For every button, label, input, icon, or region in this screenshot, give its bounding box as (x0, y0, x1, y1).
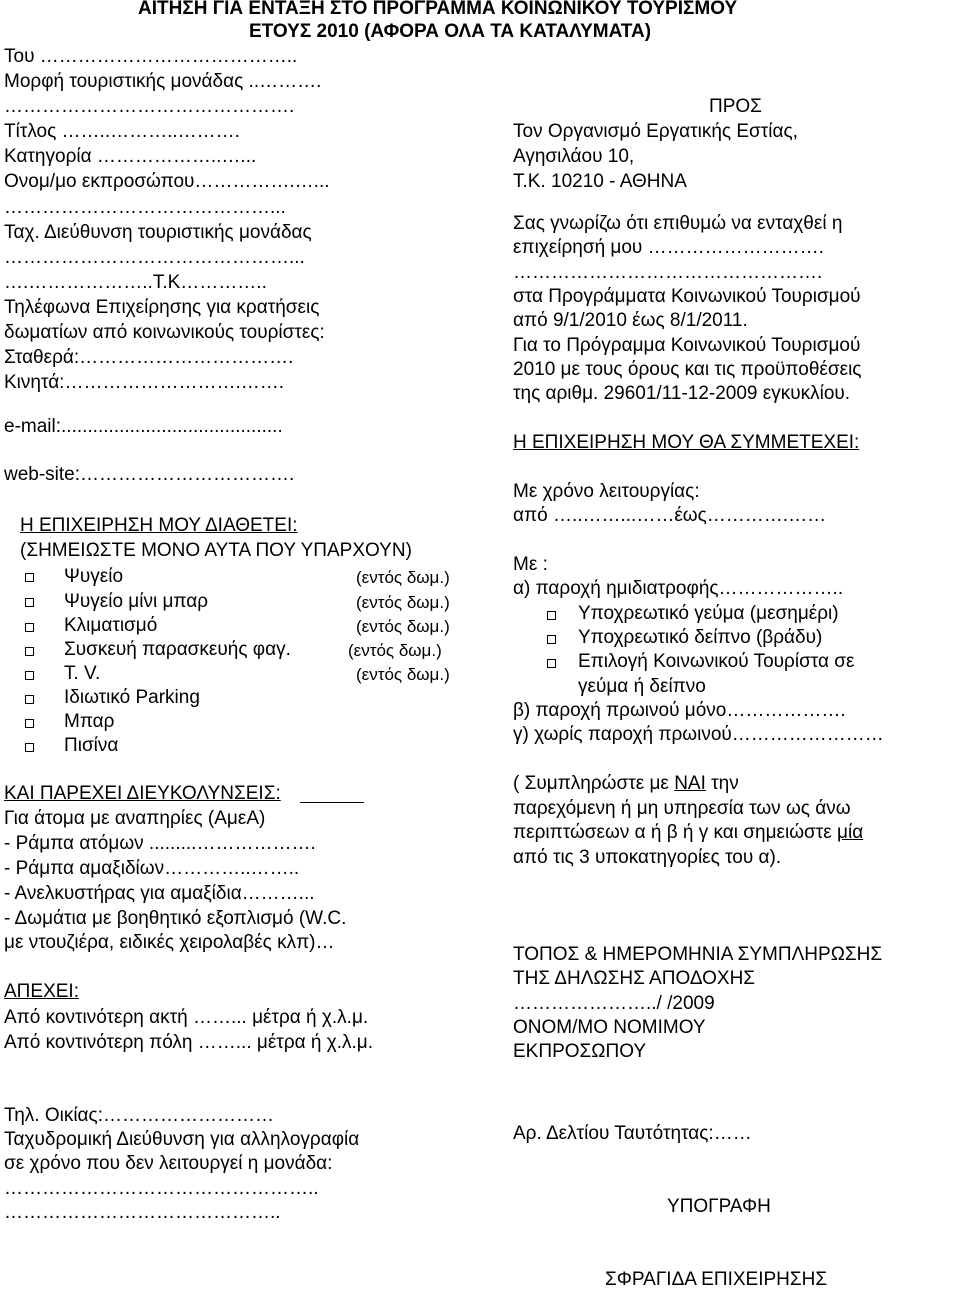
field-unit-type-cont[interactable]: ………………………………………. (4, 96, 295, 117)
amenity-bar-label: Μπαρ (64, 711, 115, 732)
field-mailing-address[interactable]: ………………………………………….. (4, 1178, 319, 1199)
checkbox-choice[interactable] (547, 659, 556, 668)
intro-business-field[interactable]: επιχείρησή μου ………………………. (513, 237, 824, 258)
date-place-label-cont: ΤΗΣ ΔΗΛΩΣΗΣ ΑΠΟΔΟΧΗΣ (513, 968, 756, 989)
checkbox-parking[interactable] (25, 695, 34, 704)
checkbox-minibar[interactable] (25, 598, 34, 607)
facility-rooms[interactable]: - Δωμάτια με βοηθητικό εξοπλισμό (W.C. (4, 908, 347, 929)
legal-rep-label-cont: ΕΚΠΡΟΣΩΠΟΥ (513, 1041, 647, 1062)
distance-beach[interactable]: Από κοντινότερη ακτή ……... μέτρα ή χ.λ.μ. (4, 1007, 369, 1028)
field-website[interactable]: web-site:……………………………. (4, 464, 295, 485)
amenity-aircon-label: Κλιματισμό (64, 615, 158, 636)
breakfast-only-field[interactable]: β) παροχή πρωινού μόνο………………. (513, 700, 846, 721)
field-email[interactable]: e-mail:.......................................... (4, 416, 283, 437)
amenity-tv-label: T. V. (64, 663, 101, 684)
checkbox-bar[interactable] (25, 719, 34, 728)
distance-title: ΑΠΕΧΕΙ: (4, 981, 79, 1002)
recipient-street: Αγησιλάου 10, (513, 146, 635, 167)
amenity-minibar-label: Ψυγείο μίνι μπαρ (64, 591, 209, 612)
field-title[interactable]: Τίτλος ……..………..………. (4, 121, 240, 142)
field-category[interactable]: Κατηγορία ………………..…... (4, 146, 257, 167)
checkbox-pool[interactable] (25, 743, 34, 752)
meal-choice-label: Επιλογή Κοινωνικού Τουρίστα σε (578, 651, 855, 672)
operation-period-field[interactable]: από …..……...……έως………….…… (513, 505, 827, 526)
facilities-title-underline-ext (300, 802, 364, 803)
recipient-to: ΠΡΟΣ (709, 96, 762, 117)
facilities-disabled: Για άτομα με αναπηρίες (ΑμεΑ) (4, 808, 266, 829)
amenity-pool-label: Πισίνα (64, 735, 119, 756)
amenity-fridge-note: (εντός δωμ.) (356, 568, 450, 587)
intro-line-6: Για το Πρόγραμμα Κοινωνικού Τουρισμού (513, 335, 861, 356)
operation-label: Με χρόνο λειτουργίας: (513, 481, 700, 502)
half-board-field[interactable]: α) παροχή ημιδιατροφής……………….. (513, 578, 844, 599)
instructions-line-2: παρεχόμενη ή μη υπηρεσία των ως άνω (513, 798, 851, 819)
amenity-tv-note: (εντός δωμ.) (356, 665, 450, 684)
field-representative-cont[interactable]: ……………………………………... (4, 197, 286, 218)
participate-title: Η ΕΠΙΧΕΙΡΗΣΗ ΜΟΥ ΘΑ ΣΥΜΜΕΤΕΧΕΙ: (513, 432, 860, 453)
no-breakfast-field[interactable]: γ) χωρίς παροχή πρωινού…………………… (513, 724, 884, 745)
amenity-cooking-note: (εντός δωμ.) (348, 641, 442, 660)
field-postcode[interactable]: ….………………..Τ.Κ………….. (4, 272, 267, 293)
amenity-fridge-label: Ψυγείο (64, 566, 124, 587)
facility-ramp-wheelchairs[interactable]: - Ράμπα αμαξιδίων…………..…….. (4, 858, 300, 879)
intro-line-1: Σας γνωρίζω ότι επιθυμώ να ενταχθεί η (513, 213, 843, 234)
instructions-line-4: από τις 3 υποκατηγορίες του α). (513, 847, 782, 868)
legal-rep-label: ΟΝΟΜ/ΜΟ ΝΟΜΙΜΟΥ (513, 1017, 706, 1038)
field-landline[interactable]: Σταθερά:……………………………. (4, 347, 294, 368)
amenity-minibar-note: (εντός δωμ.) (356, 593, 450, 612)
facilities-title: ΚΑΙ ΠΑΡΕΧΕΙ ΔΙΕΥΚΟΛΥΝΣΕΙΣ: (4, 783, 281, 804)
intro-line-8: της αριθμ. 29601/11-12-2009 εγκυκλίου. (513, 383, 851, 404)
recipient-city: Τ.Κ. 10210 - ΑΘΗΝΑ (513, 171, 687, 192)
field-address-label: Ταχ. Διεύθυνση τουριστικής μονάδας (4, 222, 312, 243)
provides-title: Η ΕΠΙΧΕΙΡΗΣΗ ΜΟΥ ΔΙΑΘΕΤΕΙ: (20, 515, 298, 536)
checkbox-dinner[interactable] (547, 635, 556, 644)
form-subtitle: ΕΤΟΥΣ 2010 (ΑΦΟΡΑ ΟΛΑ ΤΑ ΚΑΤΑΛΥΜΑΤΑ) (249, 21, 652, 42)
recipient-org: Τον Οργανισμό Εργατικής Εστίας, (513, 121, 798, 142)
checkbox-tv[interactable] (25, 671, 34, 680)
facility-elevator[interactable]: - Ανελκυστήρας για αμαξίδια………... (4, 883, 315, 904)
date-field[interactable]: …………………../ /2009 (513, 993, 715, 1014)
checkbox-aircon[interactable] (25, 623, 34, 632)
mailing-address-label-cont: σε χρόνο που δεν λειτουργεί η μονάδα: (4, 1153, 333, 1174)
provides-note: (ΣΗΜΕΙΩΣΤΕ ΜΟΝΟ ΑΥΤΑ ΠΟΥ ΥΠΑΡΧΟΥΝ) (20, 540, 412, 561)
signature-label: ΥΠΟΓΡΑΦΗ (667, 1196, 771, 1217)
checkbox-cooking[interactable] (25, 647, 34, 656)
field-mobile[interactable]: Κινητά:……………………….……. (4, 372, 285, 393)
checkbox-fridge[interactable] (25, 573, 34, 582)
meal-lunch-label: Υποχρεωτικό γεύμα (μεσημέρι) (578, 603, 839, 624)
checkbox-lunch[interactable] (547, 611, 556, 620)
amenity-cooking-label: Συσκευή παρασκευής φαγ. (64, 639, 291, 660)
field-unit-type[interactable]: Μορφή τουριστικής μονάδας ..………. (4, 71, 322, 92)
facility-ramp-persons[interactable]: - Ράμπα ατόμων .........………………. (4, 833, 316, 854)
mailing-address-label: Ταχυδρομική Διεύθυνση για αλληλογραφία (4, 1129, 360, 1150)
field-home-phone[interactable]: Τηλ. Οικίας:……………………… (4, 1105, 274, 1126)
amenity-aircon-note: (εντός δωμ.) (356, 617, 450, 636)
amenity-parking-label: Ιδιωτικό Parking (64, 687, 200, 708)
with-label: Με : (513, 554, 548, 575)
date-place-label: ΤΟΠΟΣ & ΗΜΕΡΟΜΗΝΙΑ ΣΥΜΠΛΗΡΩΣΗΣ (513, 944, 883, 965)
intro-line-7: 2010 με τους όρους και τις προϋποθέσεις (513, 359, 862, 380)
meal-choice-label-cont: γεύμα ή δείπνο (578, 676, 706, 697)
id-card-field[interactable]: Αρ. Δελτίου Ταυτότητας:…… (513, 1123, 752, 1144)
distance-city[interactable]: Από κοντινότερη πόλη ……... μέτρα ή χ.λ.μ. (4, 1032, 373, 1053)
field-address[interactable]: ………………………………………... (4, 247, 305, 268)
phones-label-cont: δωματίων από κοινωνικούς τουρίστες: (4, 322, 325, 343)
facility-rooms-cont[interactable]: με ντουζιέρα, ειδικές χειρολαβές κλπ)… (4, 932, 335, 953)
field-mailing-address-cont[interactable]: …………………………………….. (4, 1202, 281, 1223)
intro-line-5: από 9/1/2010 έως 8/1/2011. (513, 310, 748, 331)
form-title: ΑΙΤΗΣΗ ΓΙΑ ΕΝΤΑΞΗ ΣΤΟ ΠΡΟΓΡΑΜΜΑ ΚΟΙΝΩΝΙΚΟΥ ΤΟΥΡΙΣΜΟΥ (138, 0, 738, 19)
intro-business-field-cont[interactable]: …………………………………………. (513, 262, 823, 283)
instructions-line-1: ( Συμπληρώστε με ΝΑΙ την (513, 773, 739, 794)
stamp-label: ΣΦΡΑΓΙΔΑ ΕΠΙΧΕΙΡΗΣΗΣ (605, 1269, 828, 1290)
instructions-line-3: περιπτώσεων α ή β ή γ και σημειώστε μία (513, 822, 864, 843)
field-representative[interactable]: Ονομ/μο εκπροσώπου…………….…... (4, 171, 330, 192)
phones-label: Τηλέφωνα Επιχείρησης για κρατήσεις (4, 297, 320, 318)
field-owner[interactable]: Του ………………………………….. (4, 46, 298, 67)
meal-dinner-label: Υποχρεωτικό δείπνο (βράδυ) (578, 627, 823, 648)
intro-line-4: στα Προγράμματα Κοινωνικού Τουρισμού (513, 286, 861, 307)
